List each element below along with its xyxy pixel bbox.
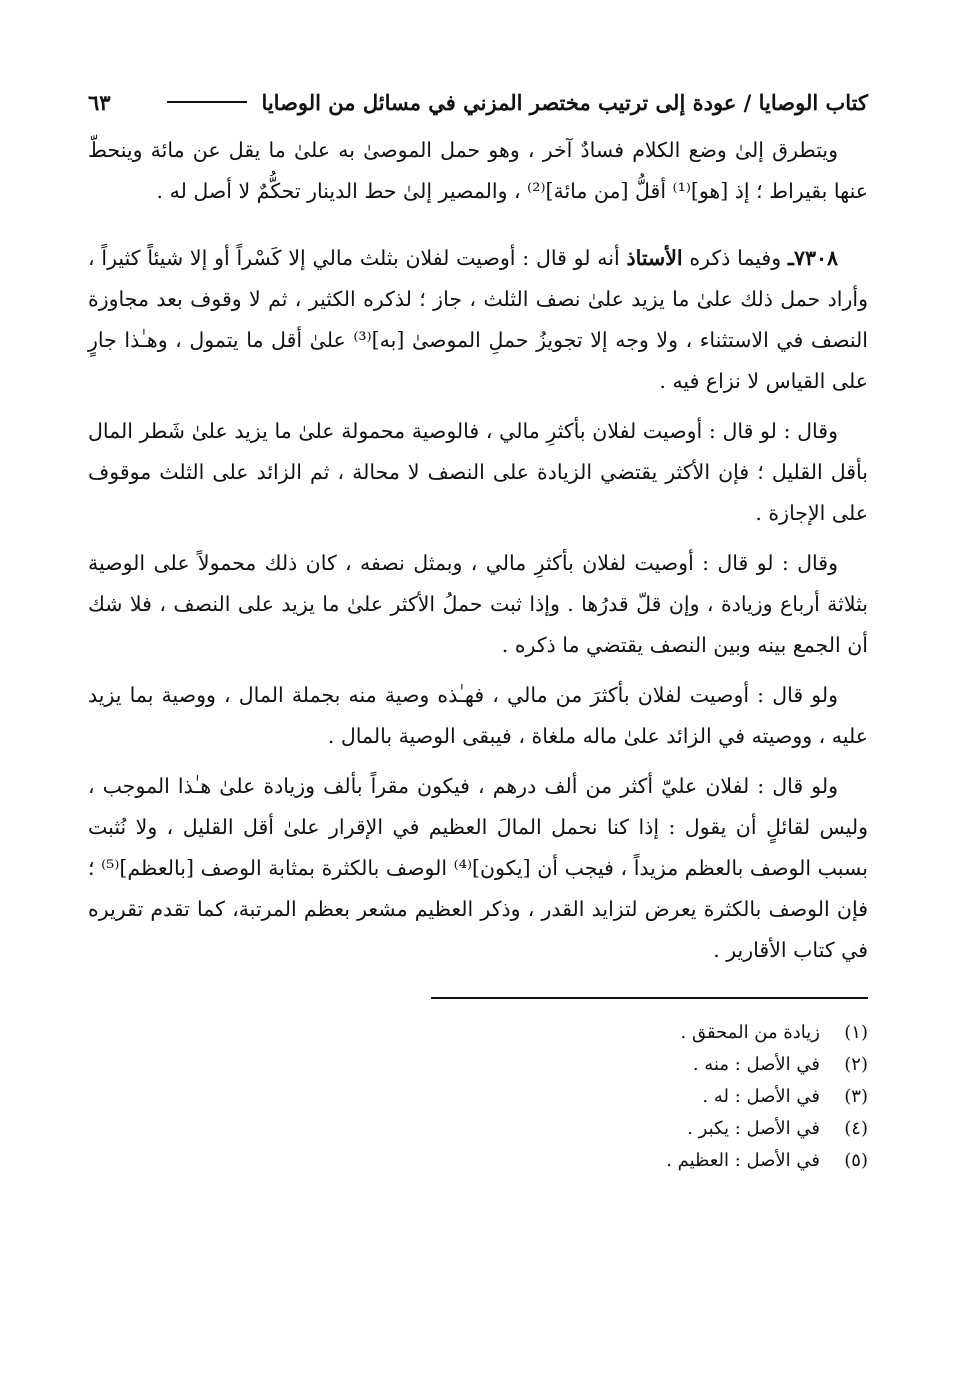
paragraph-1 bbox=[88, 130, 868, 212]
paragraph-text: ولو قال : أوصيت لفلان بأكثرَ من مالي ، فهـٰذه وصية منه بجملة المال ، ووصية بما يزيد عليه ، ووصيته في الزائد علىٰ ماله ملغاة ، فيبقى الوصية بالمال . bbox=[88, 683, 868, 748]
footnote-item bbox=[88, 1113, 868, 1145]
header-title: كتاب الوصايا / عودة إلى ترتيب مختصر المزني في مسائل من الوصايا bbox=[261, 89, 868, 115]
bold-term: الأستاذ bbox=[626, 246, 683, 270]
running-header bbox=[88, 82, 868, 122]
paragraph-6 bbox=[88, 766, 868, 971]
footnote-number: (٥) bbox=[844, 1150, 868, 1171]
page-number: ٦٣ bbox=[88, 89, 111, 115]
footnote-text: في الأصل : منه . bbox=[692, 1054, 820, 1075]
footnote-text: زيادة من المحقق . bbox=[680, 1022, 820, 1043]
header-rule bbox=[167, 101, 247, 103]
footnote-item bbox=[88, 1049, 868, 1081]
footnote-number: (١) bbox=[844, 1022, 868, 1043]
paragraph-3 bbox=[88, 411, 868, 534]
footnote-number: (٢) bbox=[844, 1054, 868, 1075]
footnote-item bbox=[88, 1017, 868, 1049]
footnote-divider bbox=[431, 997, 868, 999]
paragraph-text-after: أنه لو قال : أوصيت لفلان بثلث مالي إلا كَسْراً أو إلا شيئاً كثيراً ، وأراد حمل ذلك علىٰ ما يزيد علىٰ نصف الثلث ، جاز ؛ لذكره الكثير ، ثم لا وقوف بعد مجاوزة النصف في الاستثناء ، ولا وجه إلا تجويزُ حملِ الموصىٰ [به]⁽³⁾ علىٰ أقل ما يتمول ، وهـٰذا جارٍ على القياس لا نزاع فيه . bbox=[88, 246, 868, 393]
footnote-item bbox=[88, 1081, 868, 1113]
paragraph-5 bbox=[88, 675, 868, 757]
paragraph-4 bbox=[88, 543, 868, 666]
page bbox=[88, 82, 868, 1177]
footnote-number: (٤) bbox=[844, 1118, 868, 1139]
footnote-text: في الأصل : يكبر . bbox=[687, 1118, 820, 1139]
paragraph-text: ويتطرق إلىٰ وضع الكلام فسادٌ آخر ، وهو حمل الموصىٰ به علىٰ ما يقل عن مائة وينحطّ عنها بقيراط ؛ إذ [هو]⁽¹⁾ أقلُّ [من مائة]⁽²⁾ ، والمصير إلىٰ حط الدينار تحكُّمٌ لا أصل له . bbox=[88, 138, 868, 203]
footnote-text: في الأصل : العظيم . bbox=[666, 1150, 820, 1171]
paragraph-text: وقال : لو قال : أوصيت لفلان بأكثرِ مالي ، وبمثل نصفه ، كان ذلك محمولاً على الوصية بثلاثة أرباع وزيادة ، وإن قلّ قدرُها . وإذا ثبت حملُ الأكثر علىٰ ما يزيد على النصف ، فلا شك أن الجمع بينه وبين النصف يقتضي ما ذكره . bbox=[88, 551, 868, 657]
paragraph-text-before: وفيما ذكره bbox=[682, 246, 782, 270]
paragraph-7308 bbox=[88, 238, 868, 402]
section-number: ٧٣٠٨ـ bbox=[787, 246, 838, 270]
footnotes bbox=[88, 1017, 868, 1177]
main-text bbox=[88, 130, 868, 971]
footnote-item bbox=[88, 1145, 868, 1177]
footnote-text: في الأصل : له . bbox=[702, 1086, 820, 1107]
paragraph-text: وقال : لو قال : أوصيت لفلان بأكثرِ مالي ، فالوصية محمولة علىٰ ما يزيد علىٰ شَطر المال بأقل القليل ؛ فإن الأكثر يقتضي الزيادة على النصف لا محالة ، ثم الزائد على الثلث موقوف على الإجازة . bbox=[88, 419, 868, 525]
paragraph-text: ولو قال : لفلان عليّ أكثر من ألف درهم ، فيكون مقراً بألف وزيادة علىٰ هـٰذا الموجب ، وليس لقائلٍ أن يقول : إذا كنا نحمل المالَ العظيم في الإقرار علىٰ أقل القليل ، ولا نُثبت بسبب الوصف بالعظم مزيداً ، فيجب أن [يكون]⁽⁴⁾ الوصف بالكثرة بمثابة الوصف [بالعظم]⁽⁵⁾ ؛ فإن الوصف بالكثرة يعرض لتزايد القدر ، وذكر العظيم مشعر بعظم المرتبة، كما تقدم تقريره في كتاب الأقارير . bbox=[88, 774, 868, 962]
footnote-number: (٣) bbox=[844, 1086, 868, 1107]
